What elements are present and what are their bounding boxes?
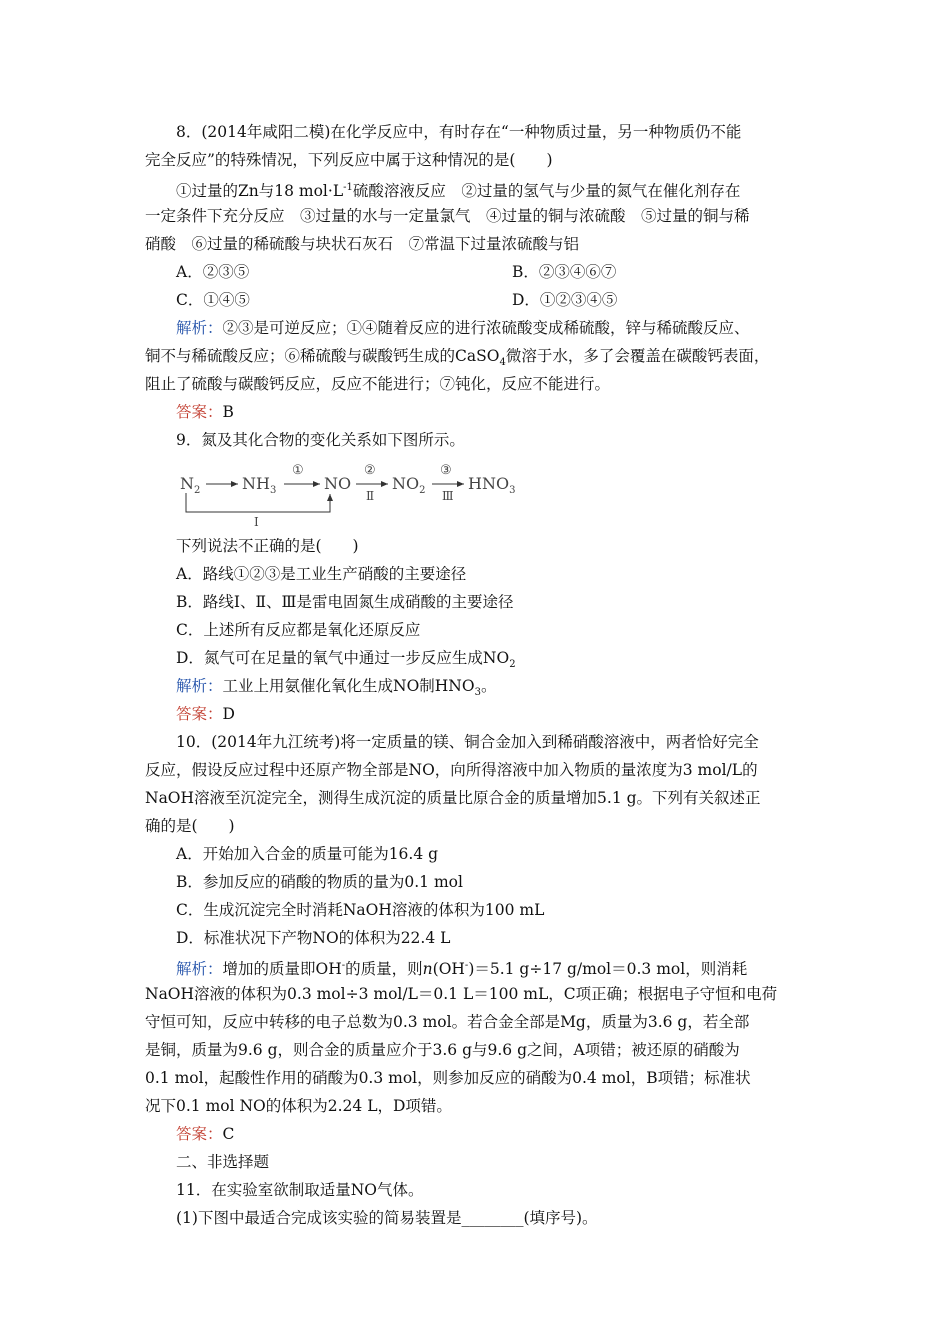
species-hno3: $HNO_3$ bbox=[468, 474, 516, 496]
q8-options-row1 bbox=[176, 262, 776, 282]
answer-value: C bbox=[222, 1125, 235, 1143]
analysis-label: 解析： bbox=[176, 677, 223, 695]
q8-items-line3: 硝酸 ⑥过量的稀硫酸与块状石灰石 ⑦常温下过量浓硫酸与铝 bbox=[145, 235, 580, 253]
species-nh3: $NH_3$ bbox=[242, 474, 277, 496]
italic-n: n bbox=[422, 960, 433, 979]
species-n2: $N_2$ bbox=[180, 474, 201, 496]
section-heading: 二、非选择题 bbox=[176, 1153, 270, 1171]
q10-analysis-line1 bbox=[176, 956, 747, 979]
analysis-text: ②③是可逆反应；①④随着反应的进行浓硫酸变成稀硫酸，锌与稀硫酸反应、 bbox=[222, 319, 750, 337]
subscript: 3 bbox=[474, 687, 481, 699]
analysis-text: )＝5.1 g÷17 g/mol＝0.3 mol，则消耗 bbox=[468, 960, 748, 979]
q10-analysis-line4: 是铜，质量为9.6 g，则合金的质量应介于3.6 g与9.6 g之间，A项错；被还原的硝酸为 bbox=[145, 1041, 740, 1059]
q8-items-line1 bbox=[176, 178, 740, 201]
q10-stem-line1: 10．(2014年九江统考)将一定质量的镁、铜合金加入到稀硝酸溶液中，两者恰好完全 bbox=[176, 733, 759, 751]
q10-stem-line2: 反应，假设反应过程中还原产物全部是NO，向所得溶液中加入物质的量浓度为3 mol/L的 bbox=[145, 761, 758, 779]
route-label-i: Ⅰ bbox=[254, 515, 259, 529]
route-label-iii: Ⅲ bbox=[442, 489, 454, 503]
analysis-text: 的质量，则 bbox=[345, 960, 423, 979]
q10-analysis-line5: 0.1 mol，起酸性作用的硝酸为0.3 mol，则参加反应的硝酸为0.4 mol，B项错；标准状 bbox=[145, 1069, 751, 1087]
analysis-text: (OH bbox=[432, 960, 465, 979]
q9-option-b: B．路线Ⅰ、Ⅱ、Ⅲ是雷电固氮生成硝酸的主要途径 bbox=[176, 593, 514, 611]
q10-stem-line3: NaOH溶液至沉淀完全，测得生成沉淀的质量比原合金的质量增加5.1 g。下列有关叙述正 bbox=[145, 789, 761, 807]
q8-items-text: ①过量的Zn与18 mol·L bbox=[176, 182, 344, 201]
q8-option-d: D．①②③④⑤ bbox=[512, 291, 618, 309]
q9-analysis bbox=[176, 676, 496, 703]
q8-analysis-line2 bbox=[145, 346, 769, 373]
answer-value: B bbox=[222, 403, 234, 421]
nitrogen-conversion-diagram bbox=[176, 460, 536, 530]
q8-option-a: A．②③⑤ bbox=[176, 263, 250, 281]
q8-stem-line1: 8．(2014年咸阳二模)在化学反应中，有时存在“一种物质过量，另一种物质仍不能 bbox=[176, 123, 742, 141]
q10-option-c: C．生成沉淀完全时消耗NaOH溶液的体积为100 mL bbox=[176, 901, 545, 919]
q10-option-a: A．开始加入合金的质量可能为16.4 g bbox=[176, 845, 439, 863]
route-label-1: ① bbox=[292, 463, 304, 478]
q8-analysis-line3: 阻止了硫酸与碳酸钙反应，反应不能进行；⑦钝化，反应不能进行。 bbox=[145, 375, 611, 393]
answer-value: D bbox=[222, 705, 235, 723]
q8-option-b: B．②③④⑥⑦ bbox=[512, 263, 617, 281]
q8-analysis-line1 bbox=[176, 318, 750, 338]
subscript: 4 bbox=[499, 357, 506, 369]
species-no: NO bbox=[324, 474, 352, 493]
q9-question: 下列说法不正确的是( ) bbox=[176, 537, 359, 555]
q9-stem: 9．氮及其化合物的变化关系如下图所示。 bbox=[176, 431, 465, 449]
q9-option-c: C．上述所有反应都是氧化还原反应 bbox=[176, 621, 421, 639]
route-label-3: ③ bbox=[440, 463, 452, 478]
analysis-label: 解析： bbox=[176, 960, 223, 979]
superscript: - bbox=[341, 960, 346, 971]
option-text: D．氮气可在足量的氧气中通过一步反应生成NO bbox=[176, 649, 510, 667]
analysis-text: 增加的质量即OH bbox=[222, 960, 342, 979]
analysis-text: 。 bbox=[480, 677, 497, 695]
q10-analysis-line3: 守恒可知，反应中转移的电子总数为0.3 mol。若合金全部是Mg，质量为3.6 g，若全部 bbox=[145, 1013, 750, 1031]
route-i-connector bbox=[186, 493, 330, 512]
q8-items-line2: 一定条件下充分反应 ③过量的水与一定量氯气 ④过量的铜与浓硫酸 ⑤过量的铜与稀 bbox=[145, 207, 750, 225]
analysis-label: 解析： bbox=[176, 319, 223, 337]
q10-analysis-line6: 况下0.1 mol NO的体积为2.24 L，D项错。 bbox=[145, 1097, 452, 1115]
q10-analysis-line2: NaOH溶液的体积为0.3 mol÷3 mol/L＝0.1 L＝100 mL，C项正确；根据电子守恒和电荷 bbox=[145, 985, 778, 1003]
q9-answer bbox=[176, 704, 235, 724]
q10-stem-line4: 确的是( ) bbox=[145, 817, 235, 835]
q9-option-a: A．路线①②③是工业生产硝酸的主要途径 bbox=[176, 565, 467, 583]
q8-options-row2 bbox=[176, 290, 776, 310]
species-no2: $NO_2$ bbox=[392, 474, 426, 496]
q10-option-b: B．参加反应的硝酸的物质的量为0.1 mol bbox=[176, 873, 463, 891]
route-label-ii: Ⅱ bbox=[366, 489, 375, 503]
q9-option-d bbox=[176, 648, 516, 675]
route-label-2: ② bbox=[364, 463, 376, 478]
q10-answer bbox=[176, 1124, 234, 1144]
q8-stem-line2: 完全反应”的特殊情况，下列反应中属于这种情况的是( ) bbox=[145, 151, 553, 169]
analysis-text: 铜不与稀硫酸反应；⑥稀硫酸与碳酸钙生成的CaSO bbox=[145, 347, 500, 365]
superscript: -1 bbox=[343, 182, 353, 193]
answer-label: 答案： bbox=[176, 705, 223, 723]
analysis-text: 工业上用氨催化氧化生成NO制HNO bbox=[222, 677, 475, 695]
q8-option-c: C．①④⑤ bbox=[176, 291, 250, 309]
q8-answer bbox=[176, 402, 234, 422]
subscript: 2 bbox=[509, 659, 516, 671]
q11-sub1: (1)下图中最适合完成该实验的简易装置是________(填序号)。 bbox=[176, 1209, 598, 1227]
answer-label: 答案： bbox=[176, 1125, 223, 1143]
superscript: - bbox=[464, 960, 469, 971]
q11-stem: 11．在实验室欲制取适量NO气体。 bbox=[176, 1181, 424, 1199]
q8-items-text: 硫酸溶液反应 ②过量的氢气与少量的氮气在催化剂存在 bbox=[352, 182, 741, 201]
q10-option-d: D．标准状况下产物NO的体积为22.4 L bbox=[176, 929, 451, 947]
analysis-text: 微溶于水，多了会覆盖在碳酸钙表面， bbox=[505, 347, 770, 365]
answer-label: 答案： bbox=[176, 403, 223, 421]
